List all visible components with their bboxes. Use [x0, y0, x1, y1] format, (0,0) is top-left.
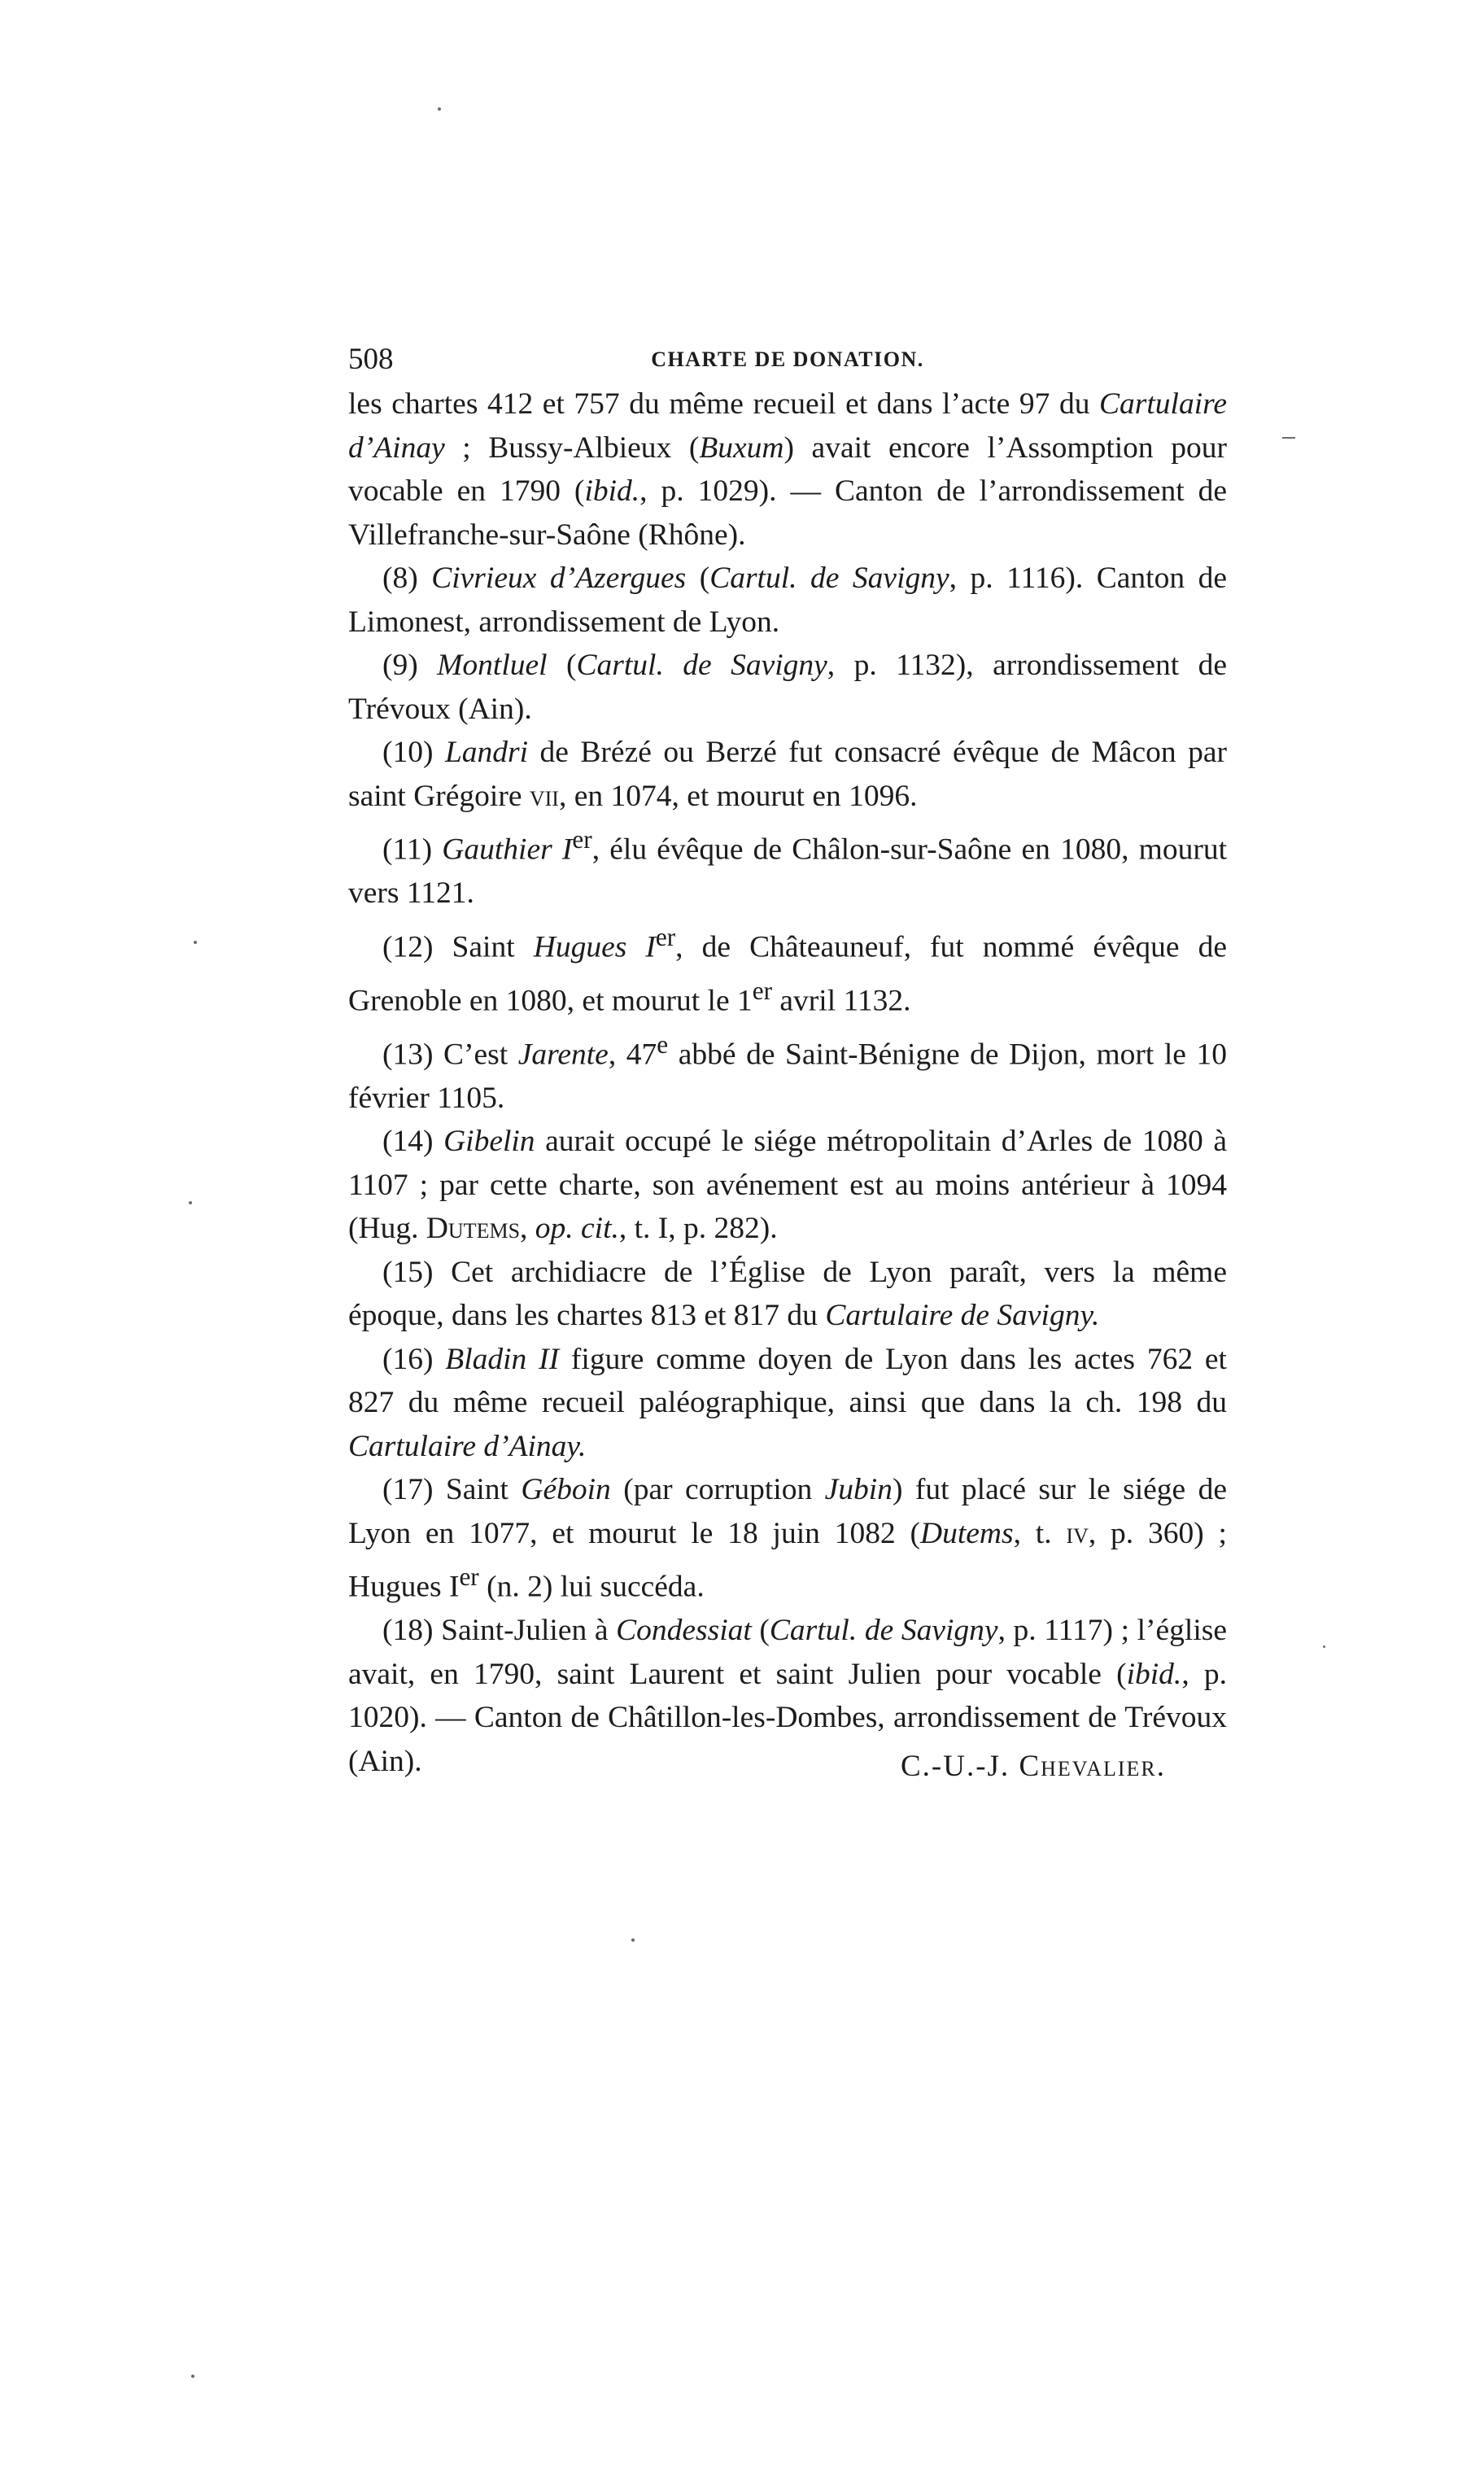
italic-run: Cartulaire de Savigny. — [825, 1299, 1100, 1332]
italic-run: Cartul. de Savigny — [709, 562, 949, 595]
italic-run: Montluel — [437, 649, 548, 682]
text-run: avril 1132. — [772, 984, 911, 1017]
scan-speck — [1282, 437, 1295, 439]
page-number: 508 — [348, 343, 394, 376]
page-header — [348, 340, 1227, 379]
italic-run: Dutems — [920, 1516, 1014, 1550]
scan-speck — [631, 1938, 635, 1942]
italic-run: Cartulaire d’Ainay. — [348, 1429, 587, 1463]
text-run: (14) — [382, 1125, 444, 1158]
footnote-12 — [348, 915, 1227, 1023]
text-run: , p. 1117) ; l’église avait, en 1790, saint Laurent et saint Julien pour vocable ( — [348, 1614, 1228, 1691]
scan-speck — [438, 107, 441, 111]
text-run: , en 1074, et mourut en 1096. — [558, 779, 918, 813]
text-run: (13) C’est — [382, 1038, 518, 1071]
scan-speck — [191, 2375, 194, 2378]
italic-run: Jubin — [824, 1473, 893, 1506]
superscript: e — [657, 1029, 669, 1059]
italic-run: Buxum — [699, 430, 784, 465]
signature-surname: Chevalier. — [1019, 1750, 1166, 1783]
superscript: er — [752, 976, 773, 1005]
italic-run: ibid. — [1126, 1657, 1182, 1691]
text-run: , p. 1029). — Canton de l’arrondissement de Villefranche-sur-Saône (Rhône). — [348, 474, 1227, 552]
text-run: ( — [547, 649, 577, 682]
text-run: ( — [751, 1614, 770, 1647]
text-run: , 47 — [608, 1038, 657, 1071]
text-run: (11) — [382, 832, 443, 867]
footnote-11 — [348, 818, 1227, 915]
text-run: (n. 2) lui succéda. — [478, 1570, 705, 1604]
footnote-15 — [348, 1251, 1227, 1338]
text-run: , élu évêque de Châlon-sur-Saône en 1080, mourut vers 1121. — [348, 832, 1227, 910]
text-run: ; Bussy-Albieux ( — [444, 430, 700, 465]
text-run: ) fut placé sur le siége de Lyon en 1077, et mourut le 18 juin 1082 ( — [348, 1473, 1227, 1550]
italic-run: Gibelin — [443, 1125, 535, 1158]
text-run: , p. 360) ; Hugues I — [348, 1516, 1227, 1604]
small-caps-run: iv — [1066, 1516, 1089, 1550]
text-run: , de Châteauneuf, fut nommé évêque de Grenoble en 1080, et mourut le 1 — [348, 930, 1227, 1017]
italic-run: ibid. — [584, 474, 640, 508]
italic-run: Landri — [444, 736, 529, 769]
scan-speck — [194, 941, 197, 944]
text-run: (18) Saint-Julien à — [382, 1614, 617, 1647]
text-run: , p. 1116). Canton de Limonest, arrondissement de Lyon. — [348, 562, 1227, 639]
footnote-8 — [348, 557, 1227, 644]
italic-run: Cartul. de Savigny — [769, 1614, 998, 1647]
text-run: , p. 1020). — Canton de Châtillon-les-Dombes, arrondissement de Trévoux (Ain). — [348, 1657, 1227, 1778]
text-run: figure comme doyen de Lyon dans les actes 762 et 827 du même recueil paléographique, ainsi que dans la ch. 198 du — [348, 1342, 1227, 1419]
text-run: ) avait encore l’Assomption pour vocable en 1790 ( — [348, 430, 1227, 508]
footnote-17 — [348, 1468, 1227, 1609]
superscript: er — [572, 825, 592, 854]
footnote-13 — [348, 1023, 1227, 1121]
text-run: (17) Saint — [382, 1473, 522, 1506]
scan-speck — [1323, 1645, 1325, 1648]
italic-run: Cartulaire d’Ainay — [348, 387, 1227, 465]
continued-note — [348, 382, 1227, 557]
superscript: er — [459, 1562, 479, 1591]
text-run: (par corruption — [610, 1473, 825, 1506]
italic-run: Cartul. de Savigny — [576, 649, 827, 682]
text-run: , t. — [1013, 1516, 1067, 1550]
text-run: , — [520, 1212, 535, 1245]
footnotes-body — [348, 382, 1227, 1783]
scan-speck — [189, 1201, 192, 1204]
small-caps-run: vii — [529, 779, 559, 813]
footnote-10 — [348, 731, 1227, 818]
superscript: er — [655, 922, 676, 951]
signature-initials: C.-U.-J. — [900, 1750, 1019, 1783]
italic-run: Civrieux d’Azergues — [431, 562, 687, 595]
footnote-14 — [348, 1120, 1227, 1251]
footnote-16 — [348, 1338, 1227, 1469]
italic-run: Gauthier I — [442, 832, 573, 867]
text-run: (9) — [382, 649, 438, 682]
text-run: (10) — [382, 736, 445, 769]
italic-run: Bladin II — [445, 1342, 560, 1376]
italic-run: op. cit. — [535, 1212, 619, 1245]
author-signature — [348, 1745, 1166, 1789]
italic-run: Hugues I — [533, 930, 656, 964]
text-run: ( — [686, 562, 710, 595]
footnote-9 — [348, 644, 1227, 731]
text-run: , p. 1132), arrondissement de Trévoux (Ain). — [348, 649, 1228, 726]
text-run: abbé de Saint-Bénigne de Dijon, mort le 10 février 1105. — [348, 1038, 1227, 1115]
italic-run: Géboin — [521, 1473, 611, 1506]
text-run: (12) Saint — [382, 930, 534, 964]
text-run: (8) — [382, 562, 432, 595]
text-run: de Brézé ou Berzé fut consacré évêque de Mâcon par saint Grégoire — [348, 736, 1227, 813]
small-caps-run: Dutems — [426, 1212, 521, 1245]
text-run: (15) Cet archidiacre de l’Église de Lyon paraît, vers la même époque, dans les chartes 813 et 817 du — [348, 1255, 1227, 1332]
text-run: les chartes 412 et 757 du même recueil et dans l’acte 97 du — [348, 387, 1100, 421]
text-run: , t. I, p. 282). — [618, 1212, 778, 1245]
italic-run: Jarente — [517, 1038, 609, 1071]
running-title: CHARTE DE DONATION. — [651, 347, 924, 371]
italic-run: Condessiat — [616, 1614, 752, 1647]
text-run: aurait occupé le siége métropolitain d’Arles de 1080 à 1107 ; par cette charte, son avénement est au moins antérieur à 1094 (Hug. — [348, 1125, 1227, 1245]
text-run: (16) — [382, 1342, 446, 1376]
